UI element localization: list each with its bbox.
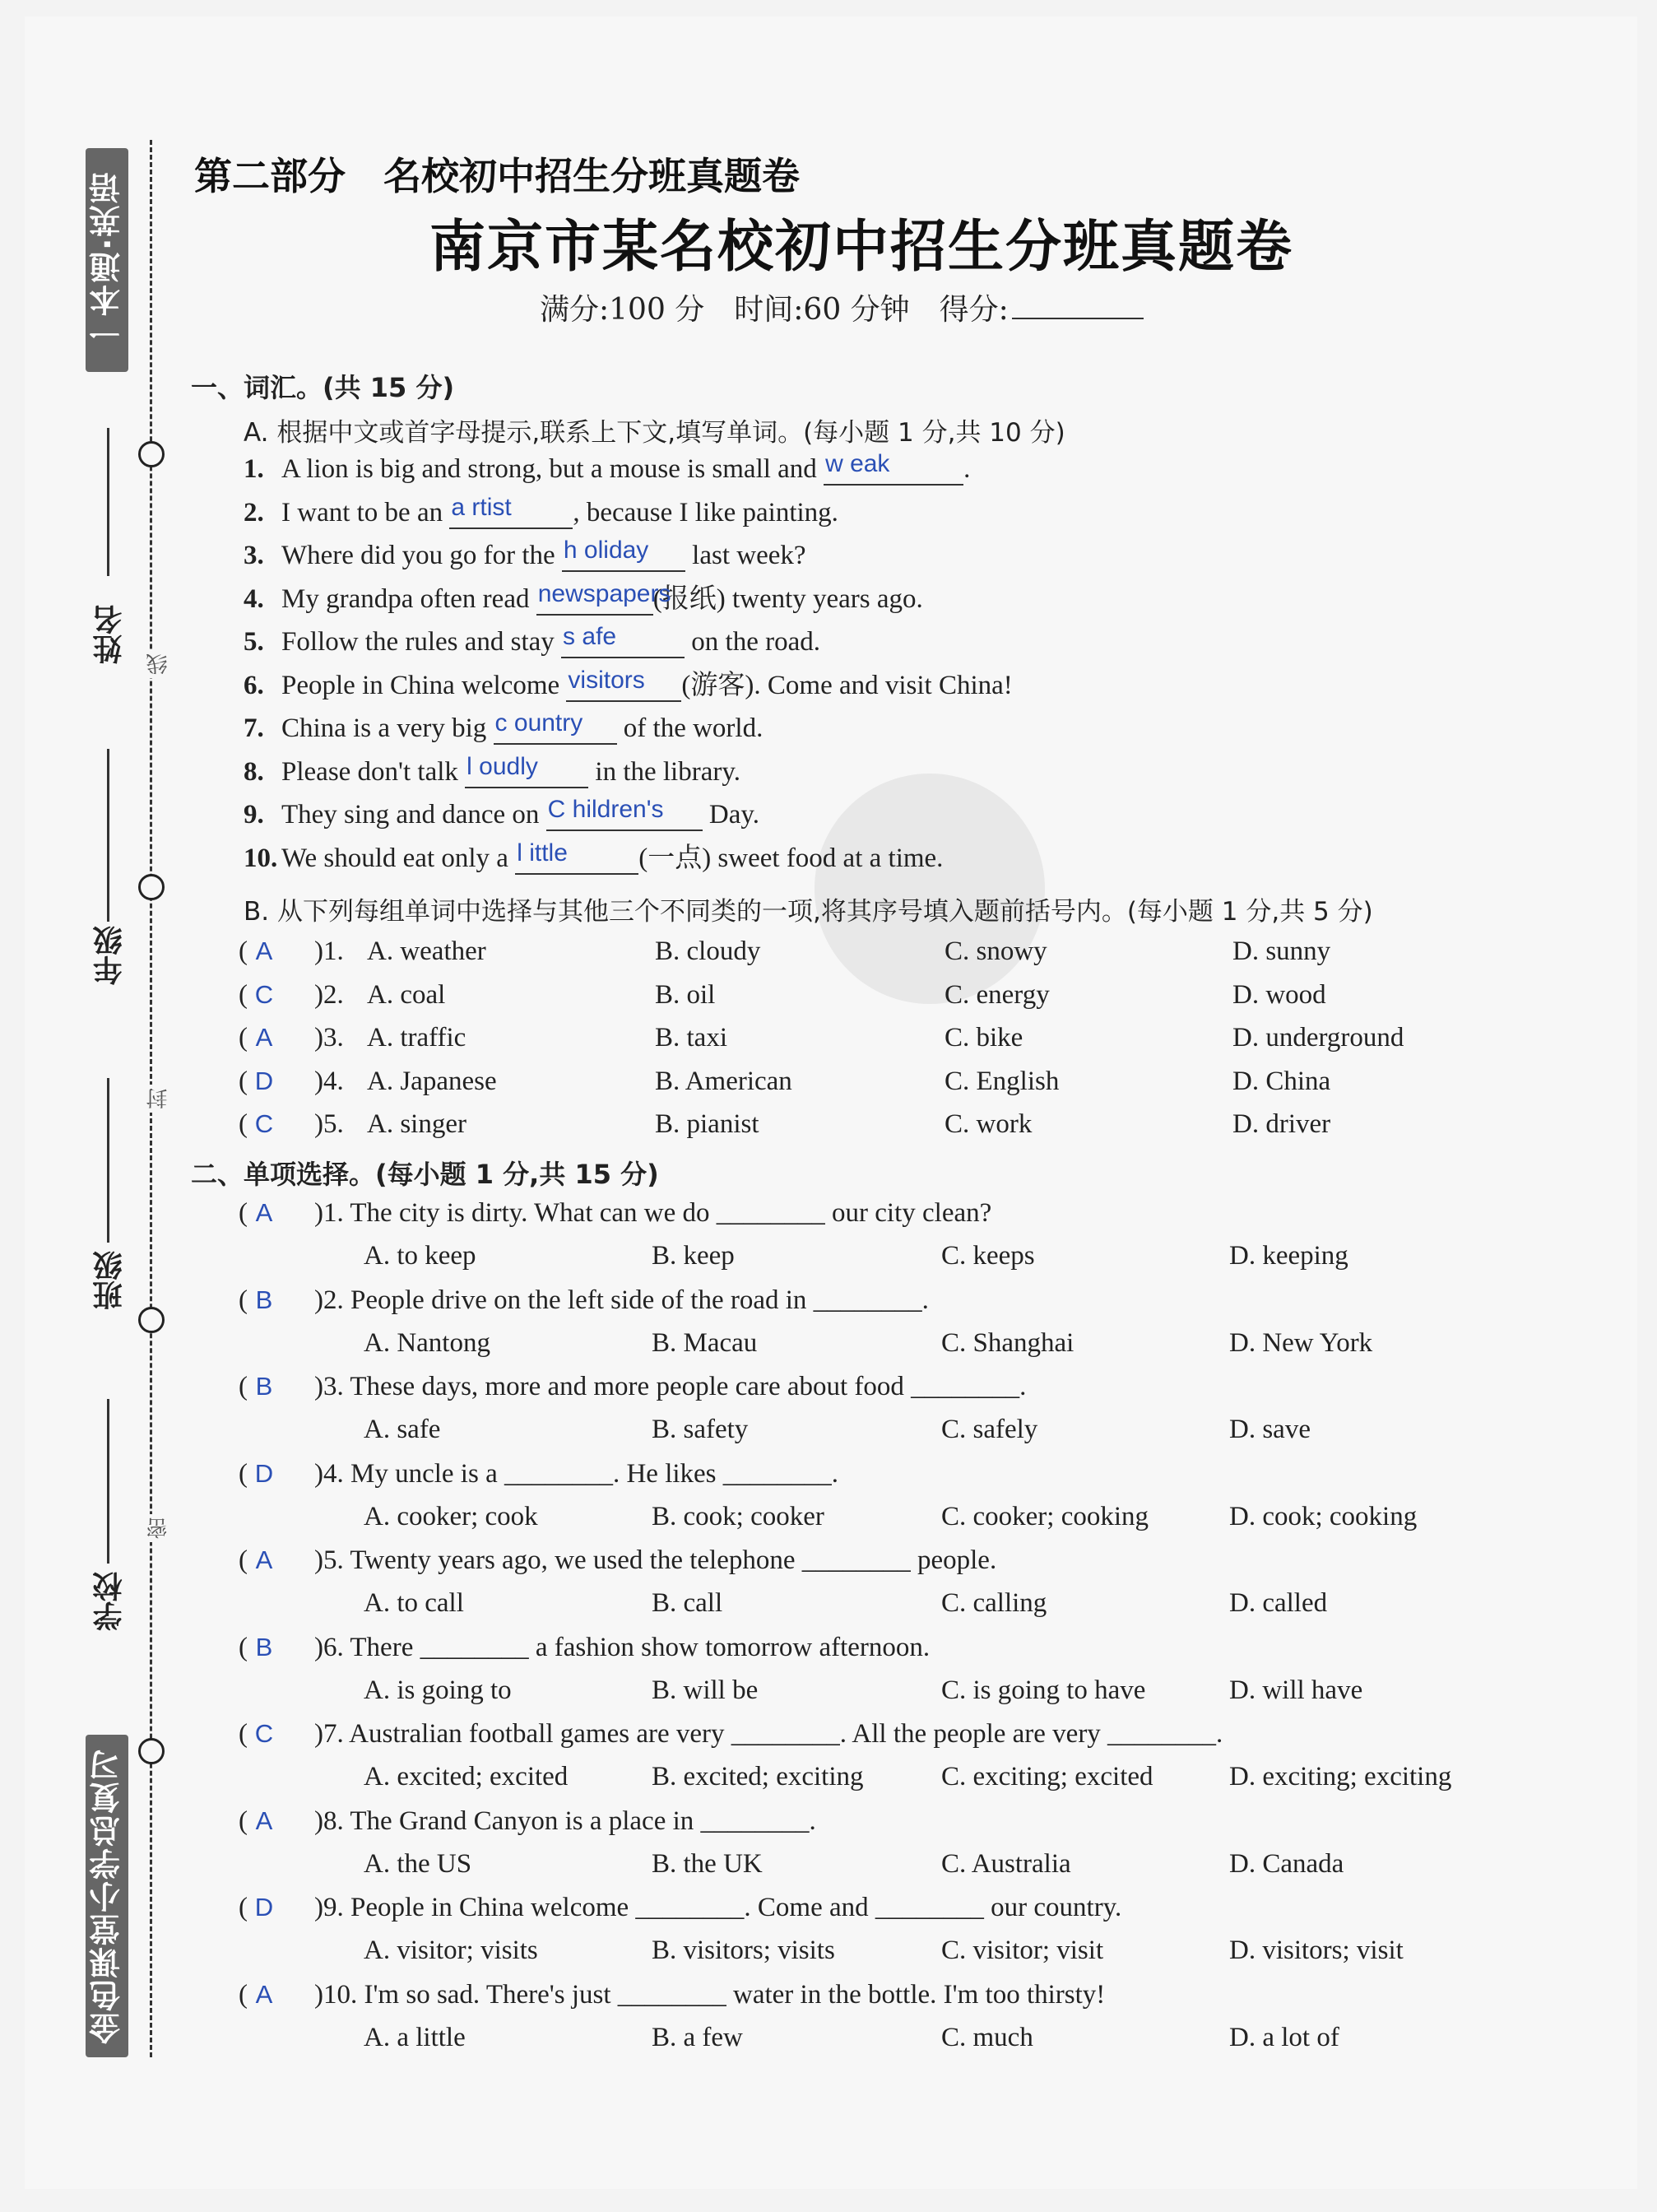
option-b: B. visitors; visits <box>652 1936 835 1965</box>
choice-group <box>239 935 344 968</box>
school-field-line <box>107 1399 109 1564</box>
option-d: D. sunny <box>1232 936 1331 966</box>
option-d: D. driver <box>1232 1109 1331 1139</box>
mc-question <box>239 1457 838 1490</box>
mc-question <box>239 1197 991 1229</box>
handwritten-answer: B <box>255 1285 273 1314</box>
option-a: A. the US <box>364 1848 472 1879</box>
question-text-after: (游客). Come and visit China! <box>681 670 1013 700</box>
question-number: )3. <box>314 1372 344 1401</box>
option-b: B. taxi <box>655 1023 727 1053</box>
handwritten-answer: A <box>255 1805 273 1835</box>
watermark-logo <box>815 774 1045 1004</box>
binding-hole <box>138 1307 165 1333</box>
answer-bracket[interactable]: ( C <box>239 1108 314 1141</box>
question-number: 10. <box>244 843 278 873</box>
answer-bracket[interactable]: ( D <box>239 1457 314 1490</box>
question-number: )1. <box>314 936 344 966</box>
option-b: B. the UK <box>652 1848 763 1879</box>
option-b: B. safety <box>652 1415 749 1444</box>
question-stem: There ________ a fashion show tomorrow afternoon. <box>343 1632 931 1662</box>
question-text-after: on the road. <box>685 627 820 657</box>
mc-question <box>239 1370 1026 1403</box>
option-b: B. a few <box>652 2022 743 2052</box>
score-blank <box>1012 318 1144 319</box>
handwritten-answer: D <box>254 1458 274 1488</box>
handwritten-answer: B <box>255 1372 273 1401</box>
question-number: )10. <box>314 1979 358 2010</box>
option-c: C. visitor; visit <box>941 1936 1104 1965</box>
option-d: D. visitors; visit <box>1229 1936 1404 1965</box>
option-c: C. calling <box>941 1588 1047 1618</box>
answer-bracket[interactable]: ( D <box>239 1891 314 1924</box>
option-c: C. English <box>945 1066 1060 1096</box>
option-c: C. cooker; cooking <box>941 1501 1149 1531</box>
answer-bracket[interactable]: ( C <box>239 978 314 1011</box>
question-text-after: of the world. <box>616 713 764 743</box>
exam-meta <box>540 286 1144 328</box>
option-a: A. a little <box>364 2022 466 2052</box>
option-c: C. safely <box>941 1415 1038 1444</box>
fill-question <box>244 625 820 658</box>
option-b: B. Macau <box>652 1327 758 1358</box>
answer-blank[interactable] <box>515 839 638 875</box>
grade-field-line <box>107 749 109 922</box>
answer-blank[interactable] <box>449 493 573 529</box>
question-text-before: A lion is big and strong, but a mouse is small and <box>281 454 824 484</box>
question-number: 6. <box>244 670 264 700</box>
option-b: B. will be <box>652 1675 759 1705</box>
answer-bracket[interactable]: ( A <box>239 1197 314 1229</box>
question-number: )3. <box>314 1023 344 1053</box>
option-c: C. Australia <box>941 1848 1071 1879</box>
question-number: 5. <box>244 627 264 657</box>
question-stem: The city is dirty. What can we do ________ our city clean? <box>343 1198 992 1228</box>
question-stem: I'm so sad. There's just ________ water in the bottle. I'm too thirsty! <box>357 1979 1106 2010</box>
seal-mark-secret: 密 <box>143 1514 174 1542</box>
option-c: C. bike <box>945 1023 1023 1053</box>
question-number: )2. <box>314 1285 344 1315</box>
sidebar-top-tab: 一本通·英语 <box>86 148 128 372</box>
mc-question <box>239 1891 1121 1924</box>
mc-question <box>239 1805 816 1838</box>
question-number: )8. <box>314 1805 344 1836</box>
fill-question <box>244 709 764 745</box>
handwritten-answer: l ittle <box>517 839 568 867</box>
choice-group <box>239 1108 344 1141</box>
option-d: D. Canada <box>1229 1848 1344 1879</box>
option-a: A. excited; excited <box>364 1762 569 1791</box>
fill-question <box>244 798 759 831</box>
question-number: )4. <box>314 1066 344 1096</box>
question-number: 3. <box>244 541 264 570</box>
class-field-label: 班级 <box>93 1251 127 1310</box>
option-c: C. snowy <box>945 936 1047 966</box>
handwritten-answer: A <box>255 1979 273 2009</box>
answer-blank[interactable] <box>561 623 685 658</box>
binding-hole <box>138 874 165 900</box>
question-number: 8. <box>244 756 264 787</box>
option-c: C. work <box>945 1109 1033 1139</box>
option-a: A. Japanese <box>367 1066 497 1096</box>
option-c: C. exciting; excited <box>941 1762 1153 1791</box>
option-b: B. American <box>655 1066 792 1096</box>
question-stem: These days, more and more people care about food ________. <box>343 1372 1027 1401</box>
question-stem: People drive on the left side of the road in ________. <box>343 1285 929 1315</box>
handwritten-answer: A <box>255 1023 273 1052</box>
fill-question <box>244 450 971 486</box>
seal-mark-seal: 封 <box>143 1085 174 1113</box>
option-b: B. cook; cooker <box>652 1501 824 1531</box>
option-d: D. a lot of <box>1229 2022 1339 2052</box>
option-d: D. exciting; exciting <box>1229 1762 1452 1791</box>
fill-question <box>244 752 740 788</box>
seal-mark-line: 线 <box>143 650 174 678</box>
question-text-before: China is a very big <box>281 713 494 743</box>
handwritten-answer: l oudly <box>466 752 538 780</box>
binding-hole <box>138 1738 165 1764</box>
answer-bracket[interactable]: ( D <box>239 1065 314 1098</box>
answer-bracket[interactable]: ( B <box>239 1370 314 1403</box>
option-b: B. pianist <box>655 1109 759 1139</box>
question-text-after: last week? <box>685 541 806 570</box>
question-number: )7. <box>314 1719 344 1749</box>
grade-field-label: 年级 <box>93 926 127 985</box>
handwritten-answer: s afe <box>563 623 617 650</box>
option-a: A. traffic <box>367 1023 466 1053</box>
question-text-after: , because I like painting. <box>573 497 838 527</box>
option-d: D. will have <box>1229 1675 1363 1705</box>
option-d: D. keeping <box>1229 1241 1348 1271</box>
option-a: A. weather <box>367 936 486 966</box>
option-d: D. called <box>1229 1588 1328 1618</box>
option-a: A. to keep <box>364 1241 476 1271</box>
part1-heading: 一、词汇。(共 15 分) <box>191 372 455 403</box>
question-number: 1. <box>244 454 264 484</box>
handwritten-answer: A <box>255 1198 273 1227</box>
handwritten-answer: B <box>255 1632 273 1661</box>
option-a: A. to call <box>364 1588 464 1618</box>
section-header: 第二部分 名校初中招生分班真题卷 <box>194 154 800 198</box>
mc-question <box>239 1544 996 1577</box>
name-field-line <box>107 428 109 576</box>
handwritten-answer: A <box>255 1545 273 1574</box>
option-d: D. China <box>1232 1066 1331 1096</box>
sectionB-instruction: B. 从下列每组单词中选择与其他三个不同类的一项,将其序号填入题前括号内。(每小题 1 分,共 5 分) <box>244 897 1373 927</box>
answer-blank[interactable] <box>536 579 671 616</box>
sidebar-bottom-tab: 金色课堂小学总复习 <box>86 1735 128 2057</box>
fill-question <box>244 666 1013 702</box>
question-text-after: Day. <box>702 800 759 830</box>
handwritten-answer: C <box>254 1719 274 1748</box>
option-d: D. New York <box>1229 1327 1373 1358</box>
mc-question <box>239 1717 1223 1750</box>
question-stem: Australian football games are very ________. All the people are very ________. <box>343 1719 1223 1749</box>
option-b: B. oil <box>655 979 716 1010</box>
option-a: A. visitor; visits <box>364 1936 538 1965</box>
question-number: )1. <box>314 1198 344 1228</box>
handwritten-answer: a rtist <box>451 493 512 521</box>
answer-blank[interactable] <box>824 450 963 486</box>
handwritten-answer: D <box>254 1066 274 1095</box>
question-number: )6. <box>314 1632 344 1662</box>
question-stem: My uncle is a ________. He likes ________. <box>343 1458 839 1489</box>
option-c: C. Shanghai <box>941 1327 1074 1358</box>
option-a: A. coal <box>367 979 446 1010</box>
answer-bracket[interactable]: ( A <box>239 1805 314 1838</box>
choice-group <box>239 978 344 1011</box>
answer-bracket[interactable]: ( A <box>239 1021 314 1054</box>
option-d: D. underground <box>1232 1023 1404 1053</box>
answer-bracket[interactable]: ( B <box>239 1284 314 1317</box>
option-d: D. wood <box>1232 979 1326 1010</box>
answer-bracket[interactable]: ( A <box>239 1978 314 2011</box>
question-stem: People in China welcome ________. Come and ________ our country. <box>343 1893 1122 1922</box>
option-a: A. Nantong <box>364 1327 490 1358</box>
class-field-line <box>107 1078 109 1243</box>
part2-heading: 二、单项选择。(每小题 1 分,共 15 分) <box>191 1159 659 1190</box>
answer-bracket[interactable]: ( A <box>239 1544 314 1577</box>
handwritten-answer: C <box>254 979 274 1009</box>
handwritten-answer: A <box>255 936 273 965</box>
handwritten-answer: newspapers <box>537 579 671 607</box>
fill-question <box>244 539 806 572</box>
school-field-label: 学校 <box>93 1572 127 1631</box>
handwritten-answer: w eak <box>825 450 890 477</box>
mc-question <box>239 1631 930 1664</box>
binding-hole <box>138 441 165 467</box>
question-text-after: (报纸) twenty years ago. <box>652 583 923 614</box>
handwritten-answer: C hildren's <box>547 796 664 823</box>
option-a: A. cooker; cook <box>364 1501 538 1531</box>
handwritten-answer: C <box>254 1109 274 1138</box>
question-text-after: in the library. <box>588 756 740 787</box>
option-b: B. excited; exciting <box>652 1762 864 1791</box>
handwritten-answer: h oliday <box>563 537 649 564</box>
question-number: )9. <box>314 1893 344 1922</box>
option-c: C. is going to have <box>941 1675 1146 1705</box>
handwritten-answer: visitors <box>568 666 645 694</box>
question-number: )2. <box>314 979 344 1010</box>
sectionA-instruction: A. 根据中文或首字母提示,联系上下文,填写单词。(每小题 1 分,共 10 分) <box>244 418 1065 448</box>
question-number: )5. <box>314 1109 344 1139</box>
option-a: A. is going to <box>364 1675 512 1705</box>
question-text-before: We should eat only a <box>281 843 516 873</box>
answer-blank[interactable] <box>562 537 685 572</box>
choice-group <box>239 1065 344 1098</box>
answer-bracket[interactable]: ( B <box>239 1631 314 1664</box>
mc-question <box>239 1978 1105 2011</box>
option-c: C. energy <box>945 979 1050 1010</box>
answer-blank[interactable] <box>494 709 617 745</box>
option-a: A. safe <box>364 1415 441 1444</box>
page-title: 南京市某名校初中招生分班真题卷 <box>429 214 1293 280</box>
mc-question <box>239 1284 929 1317</box>
question-number: 4. <box>244 583 264 614</box>
option-d: D. cook; cooking <box>1229 1501 1418 1531</box>
answer-blank[interactable] <box>465 752 588 788</box>
question-text-after: . <box>963 454 971 484</box>
question-number: )4. <box>314 1458 344 1489</box>
choice-group <box>239 1021 344 1054</box>
option-c: C. keeps <box>941 1241 1035 1271</box>
question-number: 2. <box>244 497 264 527</box>
question-number: 7. <box>244 713 264 743</box>
option-b: B. cloudy <box>655 936 761 966</box>
handwritten-answer: D <box>254 1893 274 1922</box>
answer-bracket[interactable]: ( C <box>239 1717 314 1750</box>
name-field-label: 姓名 <box>93 605 127 664</box>
option-b: B. keep <box>652 1241 735 1271</box>
fill-question <box>244 579 923 616</box>
exam-meta-text: 满分:100 分 时间:60 分钟 得分: <box>540 293 1009 327</box>
question-text-before: Follow the rules and stay <box>281 627 562 657</box>
question-text-before: They sing and dance on <box>281 800 546 830</box>
answer-blank[interactable] <box>546 796 703 831</box>
question-text-before: Where did you go for the <box>281 541 562 570</box>
question-text-after: (一点) sweet food at a time. <box>638 843 944 873</box>
exam-page <box>25 16 1637 2189</box>
question-number: 9. <box>244 800 264 830</box>
question-text-before: People in China welcome <box>281 670 567 700</box>
option-b: B. call <box>652 1588 723 1618</box>
fill-question <box>244 493 838 529</box>
fill-question <box>244 839 944 875</box>
question-stem: Twenty years ago, we used the telephone ________ people. <box>343 1545 997 1575</box>
handwritten-answer: c ountry <box>494 709 583 737</box>
option-c: C. much <box>941 2022 1033 2052</box>
option-a: A. singer <box>367 1109 466 1139</box>
question-text-before: My grandpa often read <box>281 583 536 614</box>
option-d: D. save <box>1229 1415 1311 1444</box>
question-text-before: Please don't talk <box>281 756 466 787</box>
question-stem: The Grand Canyon is a place in ________. <box>343 1805 816 1836</box>
question-number: )5. <box>314 1545 344 1575</box>
answer-bracket[interactable]: ( A <box>239 935 314 968</box>
question-text-before: I want to be an <box>281 497 450 527</box>
answer-blank[interactable] <box>566 666 681 702</box>
